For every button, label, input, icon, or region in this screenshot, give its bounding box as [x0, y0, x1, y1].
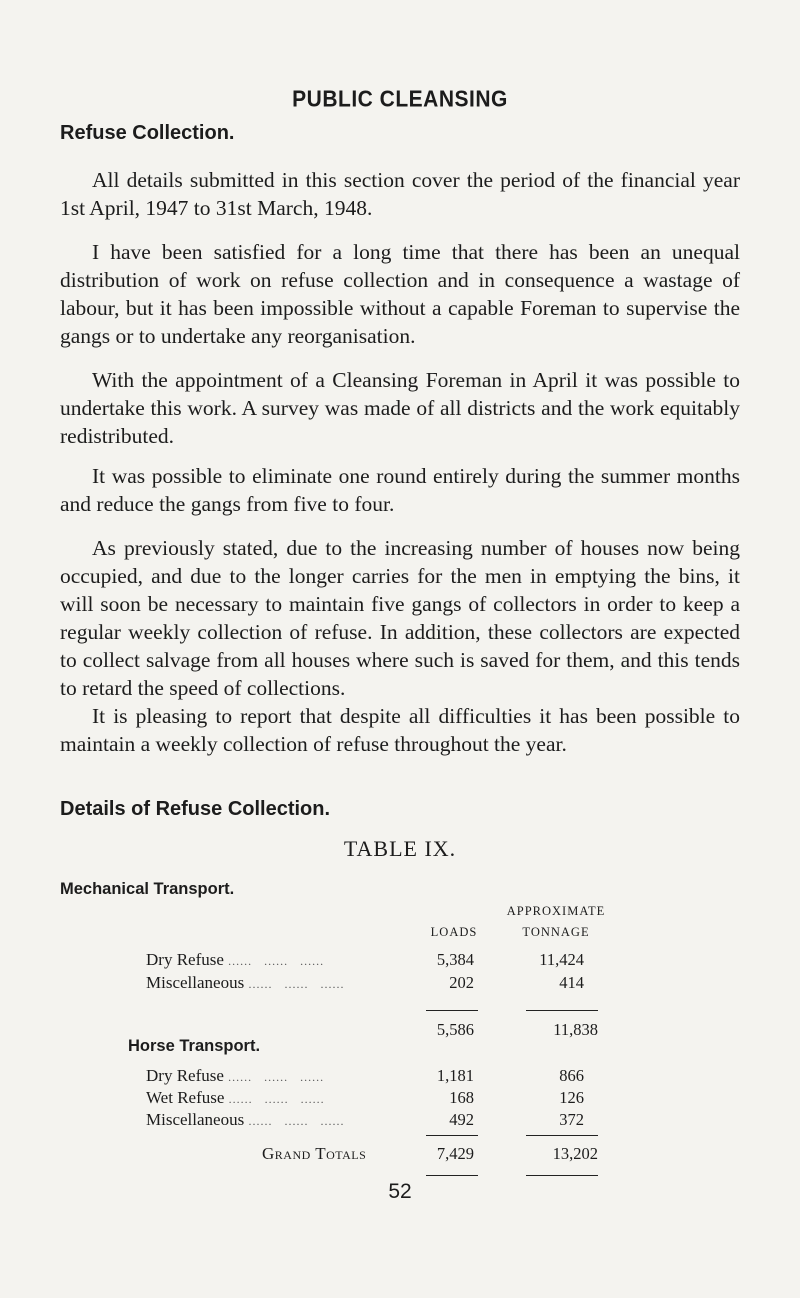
- subtotal-loads: 5,586: [436, 1020, 474, 1039]
- section-heading-refuse-collection: Refuse Collection.: [60, 122, 235, 144]
- paragraph-text: All details submitted in this section cover the period of the financial year 1st April, 1947 to 31st March, 1948.: [60, 168, 740, 220]
- table-cell-loads: 168: [449, 1088, 474, 1107]
- table-row-label: Dry Refuse ...... ...... ......: [146, 950, 325, 969]
- table-cell-tonnage: 11,424: [539, 950, 584, 969]
- horse-transport-heading: Horse Transport.: [128, 1037, 261, 1055]
- paragraph: [60, 366, 740, 450]
- table-cell-loads: 5,384: [436, 950, 474, 969]
- page-number: 52: [388, 1180, 412, 1203]
- grand-total-rule-tonnage: [526, 1175, 598, 1176]
- grand-total-loads: 7,429: [436, 1144, 474, 1163]
- paragraph-text: It was possible to eliminate one round entirely during the summer months and reduce the gangs from five to four.: [60, 464, 740, 516]
- total-rule-tonnage: [526, 1135, 598, 1136]
- table-row-label: Dry Refuse ...... ...... ......: [146, 1066, 325, 1085]
- paragraph-text: With the appointment of a Cleansing Foreman in April it was possible to undertake this work. A survey was made of all districts and the work equitably redistributed.: [60, 368, 740, 448]
- table-cell-tonnage: 414: [559, 973, 584, 992]
- paragraph-text: As previously stated, due to the increasing number of houses now being occupied, and due to the longer carries for the men in emptying the bins, it will soon be necessary to maintain five gangs of collectors in order to keep a regular weekly collection of refuse. In addition, these collectors are expected to collect salvage from all houses where such is saved for them, and this tends to retard the speed of collections.: [60, 536, 740, 700]
- grand-totals-label: Grand Totals: [262, 1144, 367, 1163]
- table-cell-tonnage: 866: [559, 1066, 584, 1085]
- table-title: TABLE IX.: [343, 836, 457, 861]
- table-cell-loads: 202: [449, 973, 474, 992]
- loads-header: LOADS: [430, 925, 478, 939]
- grand-total-rule-loads: [426, 1175, 478, 1176]
- subtotal-rule-tonnage: [526, 1010, 598, 1011]
- table-row-label: Miscellaneous ...... ...... ......: [146, 1110, 345, 1129]
- table-cell-tonnage: 372: [559, 1110, 584, 1129]
- tonnage-header-top: APPROXIMATE: [506, 904, 606, 918]
- paragraph: [60, 534, 740, 702]
- subtotal-tonnage: 11,838: [553, 1020, 598, 1039]
- paragraph: [60, 702, 740, 758]
- table-cell-loads: 1,181: [436, 1066, 474, 1085]
- table-cell-loads: 492: [449, 1110, 474, 1129]
- paragraph: [60, 462, 740, 518]
- paragraph: [60, 238, 740, 350]
- table-cell-tonnage: 126: [559, 1088, 584, 1107]
- page-title: PUBLIC CLEANSING: [292, 87, 508, 112]
- table-row-label: Miscellaneous ...... ...... ......: [146, 973, 345, 992]
- table-row-label: Wet Refuse ...... ...... ......: [146, 1088, 325, 1107]
- tonnage-header-bottom: TONNAGE: [522, 925, 590, 939]
- total-rule-loads: [426, 1135, 478, 1136]
- subtotal-rule-loads: [426, 1010, 478, 1011]
- paragraph-text: I have been satisfied for a long time that there has been an unequal distribution of work on refuse collection and in consequence a wastage of labour, but it has been impossible without a capable Foreman to supervise the gangs or to undertake any reorganisation.: [60, 240, 740, 348]
- paragraph: [60, 166, 740, 222]
- grand-total-tonnage: 13,202: [552, 1144, 598, 1163]
- mechanical-transport-heading: Mechanical Transport.: [60, 880, 235, 898]
- section-heading-details: Details of Refuse Collection.: [60, 798, 331, 820]
- paragraph-text: It is pleasing to report that despite all difficulties it has been possible to maintain a weekly collection of refuse throughout the year.: [60, 704, 740, 756]
